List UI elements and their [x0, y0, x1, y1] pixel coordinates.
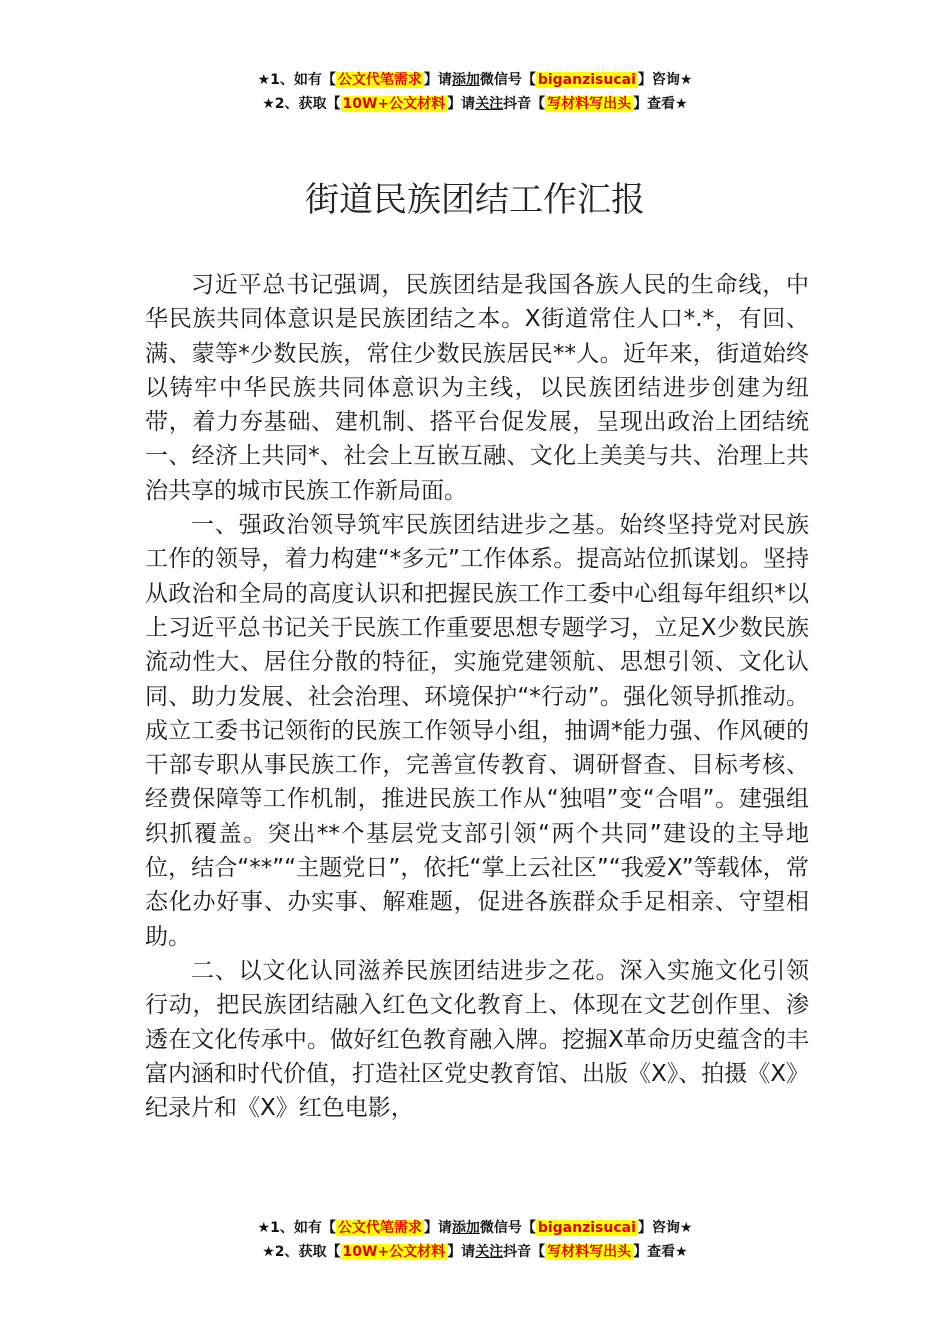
- promo-banner-top: [0, 68, 950, 116]
- document-title: 街道民族团结工作汇报: [305, 180, 645, 220]
- promo-line-2: [0, 1240, 950, 1264]
- paragraph-intro: 习近平总书记强调，民族团结是我国各族人民的生命线，中华民族共同体意识是民族团结之本。X街道常住人口*.*，有回、满、蒙等*少数民族，常住少数民族居民**人。近年来，街道始终以铸牢中华民族共同体意识为主线，以民族团结进步创建为纽带，着力夯基础、建机制、搭平台促发展，呈现出政治上团结统一、经济上共同*、社会上互嵌互融、文化上美美与共、治理上共治共享的城市民族工作新局面。: [145, 272, 809, 504]
- promo-text: 】请: [423, 72, 452, 88]
- promo-text: 】请: [447, 1244, 476, 1260]
- paragraph-section-2: 二、以文化认同滋养民族团结进步之花。深入实施文化引领行动，把民族团结融入红色文化教育上、体现在文艺创作里、渗透在文化传承中。做好红色教育融入牌。挖掘X革命历史蕴含的丰富内涵和时代价值，打造社区党史教育馆、出版《X》、拍摄《X》纪录片和《X》红色电影，: [145, 957, 810, 1122]
- promo-underlined: 关注: [475, 1244, 504, 1260]
- promo-text: 抖音【: [503, 96, 546, 112]
- promo-highlight: biganzisucai: [537, 1220, 636, 1236]
- promo-highlight: 公文代笔需求: [337, 72, 422, 88]
- promo-text: 】查看★: [633, 96, 688, 112]
- promo-highlight: 10W+公文材料: [342, 1244, 446, 1260]
- promo-line-2: [0, 92, 950, 116]
- promo-text: 】咨询★: [637, 72, 693, 88]
- paragraph-section-1: 一、强政治领导筑牢民族团结进步之基。始终坚持党对民族工作的领导，着力构建“*多元”工作体系。提高站位抓谋划。坚持从政治和全局的高度认识和把握民族工作工委中心组每年组织*以上习近平总书记关于民族工作重要思想专题学习，立足X少数民族流动性大、居住分散的特征，实施党建领航、思想引领、文化认同、助力发展、社会治理、环境保护“*行动”。强化领导抓推动。成立工委书记领衔的民族工作领导小组，抽调*能力强、作风硬的干部专职从事民族工作，完善宣传教育、调研督查、目标考核、经费保障等工作机制，推进民族工作从“独唱”变“合唱”。建强组织抓覆盖。突出**个基层党支部引领“两个共同”建设的主导地位，结合“**”“主题党日”，依托“掌上云社区”“我爱X”等载体，常态化办好事、办实事、解难题，促进各族群众手足相亲、守望相助。: [145, 512, 809, 950]
- promo-text: 】请: [423, 1220, 452, 1236]
- promo-highlight: 10W+公文材料: [342, 96, 446, 112]
- promo-text: ★1、如有【: [257, 1220, 336, 1236]
- promo-underlined: 关注: [475, 96, 504, 112]
- promo-text: 微信号【: [479, 72, 536, 88]
- promo-underlined: 添加: [451, 72, 480, 88]
- document-body: [145, 268, 809, 1125]
- promo-line-1: [0, 1216, 950, 1240]
- promo-banner-bottom: [0, 1216, 950, 1264]
- promo-highlight: 公文代笔需求: [337, 1220, 422, 1236]
- promo-highlight: biganzisucai: [537, 72, 636, 88]
- promo-text: ★2、获取【: [262, 96, 341, 112]
- promo-text: 】查看★: [633, 1244, 688, 1260]
- promo-text: 】咨询★: [637, 1220, 693, 1236]
- promo-highlight: 写材料写出头: [547, 96, 632, 112]
- promo-text: ★1、如有【: [257, 72, 336, 88]
- promo-line-1: [0, 68, 950, 92]
- promo-text: 微信号【: [479, 1220, 536, 1236]
- promo-text: 抖音【: [503, 1244, 546, 1260]
- promo-highlight: 写材料写出头: [547, 1244, 632, 1260]
- promo-text: 】请: [447, 96, 476, 112]
- promo-text: ★2、获取【: [262, 1244, 341, 1260]
- promo-underlined: 添加: [451, 1220, 480, 1236]
